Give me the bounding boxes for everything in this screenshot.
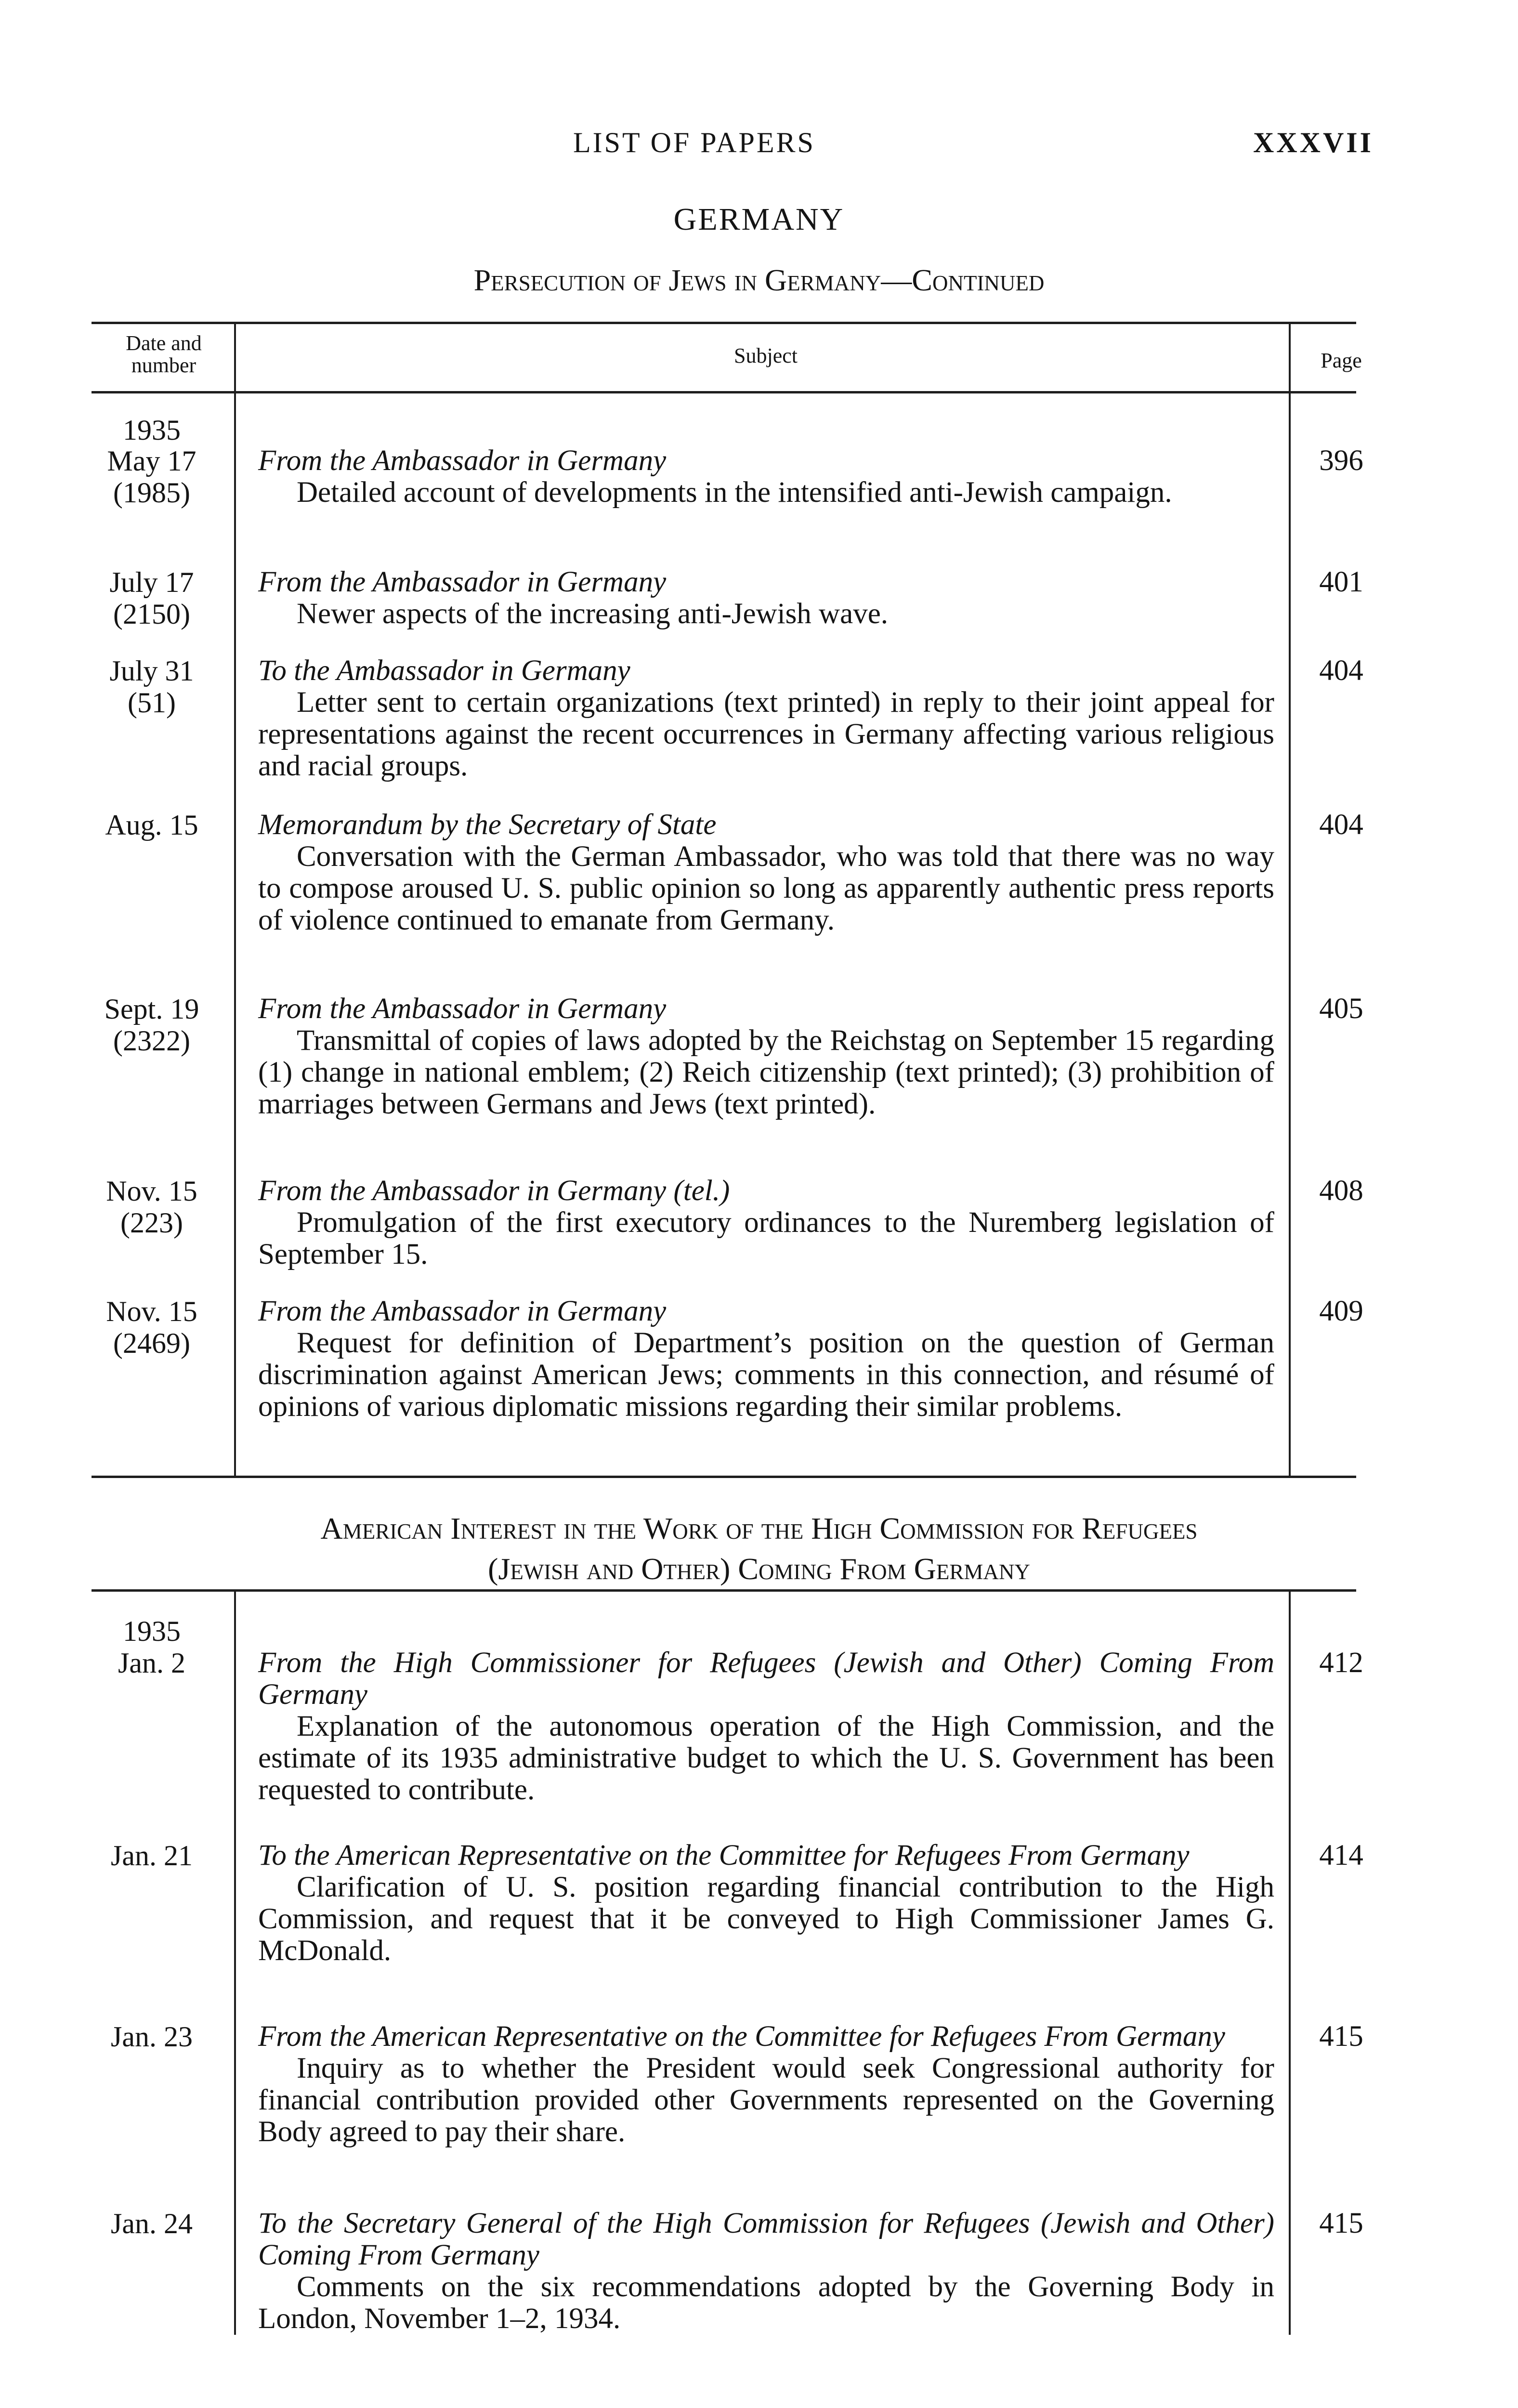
date-cell (72, 2208, 231, 2239)
row-number: (2469) (113, 1327, 190, 1359)
year-label: 1935 (123, 414, 181, 446)
date-cell (72, 655, 231, 719)
row-date: Jan. 21 (111, 1840, 193, 1871)
row-source: To the Ambassador in Germany (258, 654, 630, 687)
row-description: Clarification of U. S. position regarding financial contribution to the High Commission, and request that it be conveyed to High Commissioner James G. McDonald. (258, 1871, 1274, 1967)
column-divider-page (1289, 1590, 1291, 2335)
row-date: Sept. 19 (104, 993, 199, 1025)
row-source: To the American Representative on the Committee for Refugees From Germany (258, 1839, 1190, 1871)
table2-top-rule (92, 1589, 1356, 1592)
subject-cell (258, 2021, 1274, 2148)
date-cell (72, 2021, 231, 2053)
subject-cell (258, 993, 1274, 1120)
row-date: Jan. 2 (118, 1647, 185, 1679)
row-description: Inquiry as to whether the President would seek Congressional authority for financial contribution provided other Governments represented on the Governing Body agreed to pay their share. (258, 2052, 1274, 2148)
row-page: 405 (1319, 993, 1363, 1025)
section-title-persecution: Persecution of Jews in Germany—Continued (473, 263, 1045, 297)
row-date: May 17 (107, 445, 196, 477)
column-divider-page (1289, 323, 1291, 1476)
date-cell (72, 1840, 231, 1871)
row-source: From the Ambassador in Germany (258, 445, 667, 477)
date-cell (72, 809, 231, 841)
row-source: Memorandum by the Secretary of State (258, 809, 717, 841)
header-page: Page (1321, 349, 1362, 372)
running-head-title: LIST OF PAPERS (573, 127, 815, 158)
subject-cell (258, 655, 1274, 782)
date-cell (72, 1296, 231, 1359)
row-description: Explanation of the autonomous operation of the High Commission, and the estimate of its 1935 administrative budget to which the U. S. Government has been requested to contribute. (258, 1710, 1274, 1806)
row-number: (1985) (113, 477, 190, 509)
header-bottom-rule (92, 391, 1356, 393)
row-source: From the American Representative on the Committee for Refugees From Germany (258, 2020, 1225, 2053)
row-date: Nov. 15 (106, 1296, 197, 1327)
row-page: 408 (1319, 1175, 1363, 1207)
row-date: July 31 (109, 655, 194, 687)
row-page: 415 (1319, 2207, 1363, 2239)
row-page: 409 (1319, 1295, 1363, 1327)
subject-cell (258, 445, 1274, 509)
row-source: From the Ambassador in Germany (258, 1295, 667, 1327)
row-number: (2150) (113, 598, 190, 630)
date-cell (72, 993, 231, 1057)
row-description: Request for definition of Department’s position on the question of German discrimination against American Jews; comments in this connection, and résumé of opinions of various diplomatic missions regarding their similar problems. (258, 1327, 1274, 1423)
row-date: July 17 (109, 566, 194, 598)
row-source: From the Ambassador in Germany (258, 993, 667, 1025)
row-page: 404 (1319, 654, 1363, 687)
page-number-roman: XXXVII (1253, 127, 1374, 158)
row-description: Newer aspects of the increasing anti-Jewish wave. (297, 598, 889, 630)
section-title-line1: American Interest in the Work of the High Commission for Refugees (320, 1511, 1198, 1545)
row-date: Aug. 15 (105, 809, 198, 841)
row-page: 412 (1319, 1647, 1363, 1679)
row-date: Jan. 23 (111, 2021, 193, 2053)
subject-cell (258, 2208, 1274, 2335)
row-description: Transmittal of copies of laws adopted by the Reichstag on September 15 regarding (1) change in national emblem; (2) Reich citizenship (text printed); (3) prohibition of marriages between Germans and Jews (text printed). (258, 1024, 1274, 1120)
running-head (0, 126, 1518, 165)
subject-cell (258, 1175, 1274, 1270)
column-divider-date (234, 1590, 236, 2335)
subject-cell (258, 566, 1274, 630)
row-number: (2322) (113, 1025, 190, 1057)
country-heading: GERMANY (673, 202, 845, 237)
date-cell (72, 445, 231, 509)
row-page: 404 (1319, 809, 1363, 841)
row-description: Conversation with the German Ambassador, who was told that there was no way to compose aroused U. S. public opinion so long as apparently authentic press reports of violence continued to emanate from Germany. (258, 840, 1274, 936)
column-divider-date (234, 323, 236, 1476)
date-cell (72, 1175, 231, 1239)
subject-cell (258, 1840, 1274, 1967)
row-description: Comments on the six recommendations adopted by the Governing Body in London, November 1–2, 1934. (258, 2271, 1274, 2335)
table-bottom-rule (92, 1476, 1356, 1478)
row-source: From the Ambassador in Germany (258, 566, 667, 598)
row-description: Letter sent to certain organizations (text printed) in reply to their joint appeal for representations against the recent occurrences in Germany affecting various religious and racial groups. (258, 686, 1274, 782)
subject-cell (258, 809, 1274, 936)
row-description: Detailed account of developments in the intensified anti-Jewish campaign. (297, 476, 1172, 509)
subject-cell (258, 1296, 1274, 1423)
subject-cell (258, 1647, 1274, 1806)
row-date: Jan. 24 (111, 2208, 193, 2239)
row-source: To the Secretary General of the High Commission for Refugees (Jewish and Other) Coming From Germany (258, 2207, 1274, 2271)
row-number: (51) (128, 687, 176, 719)
row-description: Promulgation of the first executory ordinances to the Nuremberg legislation of September 15. (258, 1206, 1274, 1270)
row-source: From the Ambassador in Germany (tel.) (258, 1175, 730, 1207)
row-date: Nov. 15 (106, 1175, 197, 1207)
table-top-rule (92, 322, 1356, 324)
section-title-high-commission (0, 1508, 1518, 1589)
header-subject: Subject (734, 344, 798, 367)
row-source: From the High Commissioner for Refugees (Jewish and Other) Coming From Germany (258, 1647, 1274, 1711)
header-date-and-number: Date and number (126, 331, 202, 377)
section-title-line2: (Jewish and Other) Coming From Germany (488, 1552, 1030, 1586)
row-page: 396 (1319, 445, 1363, 477)
row-page: 415 (1319, 2020, 1363, 2053)
row-page: 414 (1319, 1839, 1363, 1871)
date-cell (72, 1647, 231, 1679)
year-label: 1935 (123, 1615, 181, 1647)
row-number: (223) (120, 1207, 183, 1239)
date-cell (72, 566, 231, 630)
row-page: 401 (1319, 566, 1363, 598)
